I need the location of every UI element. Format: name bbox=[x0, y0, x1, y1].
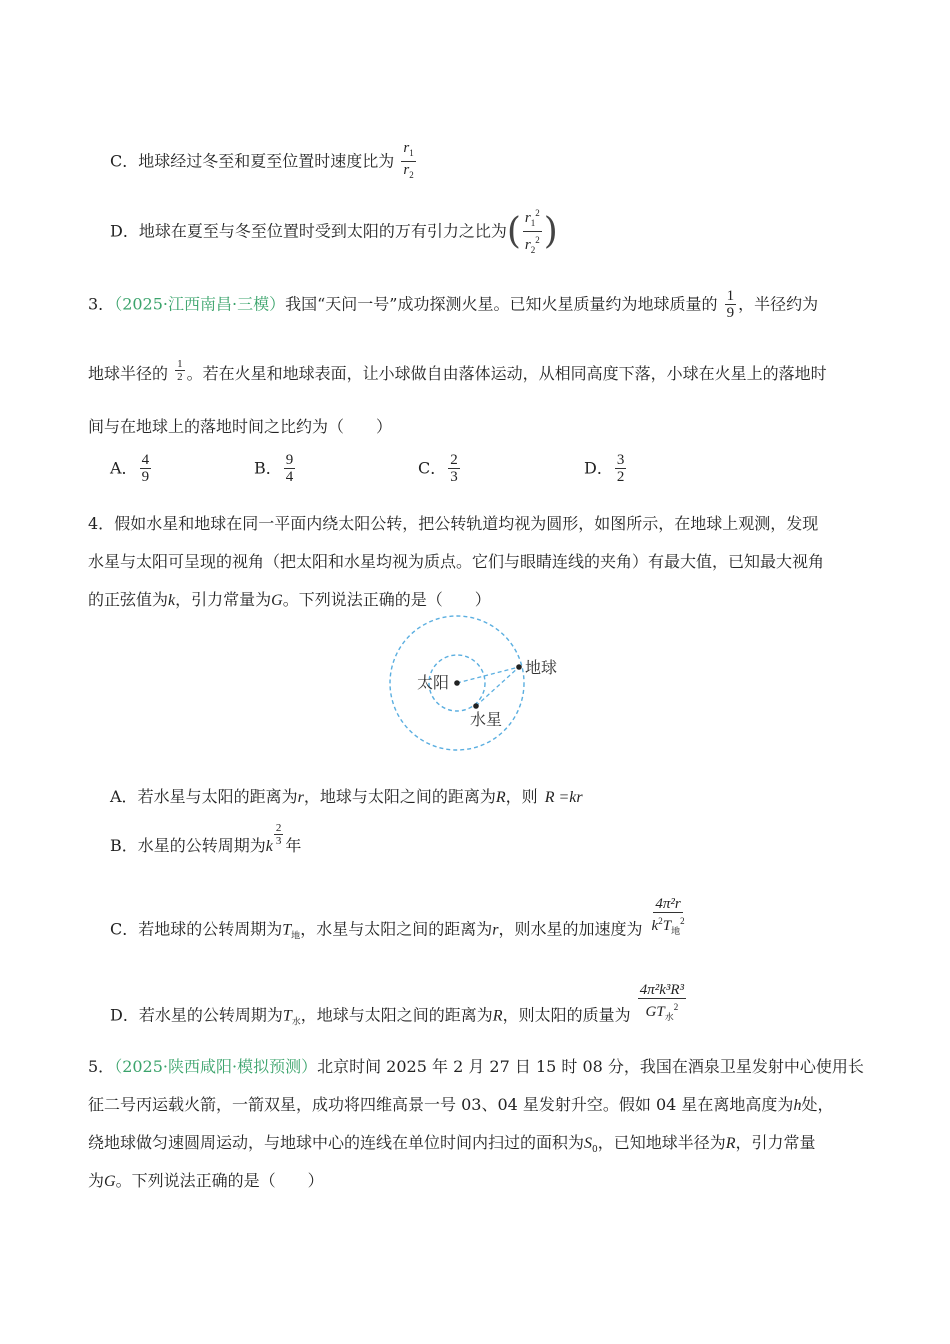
q4-line-3: 的正弦值为k，引力常量为G。下列说法正确的是（ ） bbox=[88, 590, 491, 609]
q4-option-d: D．若水星的公转周期为$T_水$，地球与太阳之间的距离为R，则太阳的质量为 $\frac{\text{4π²k³R³}}{GT_水^2}$ bbox=[110, 982, 685, 1028]
q4-option-a: A．若水星与太阳的距离为r，地球与太阳之间的距离为R，则 R =kr bbox=[110, 787, 583, 806]
mercury-label: 水星 bbox=[470, 710, 503, 729]
q4-line-1: 4．假如水星和地球在同一平面内绕太阳公转，把公转轨道均视为圆形，如图所示，在地球上观测，发现 bbox=[88, 514, 819, 533]
sun-dot bbox=[454, 680, 460, 686]
q3-option-c: C． $\frac{2}{3}$ bbox=[418, 452, 458, 485]
q2-d-fraction: $\frac{r_1^2}{r_2^2}$ bbox=[523, 205, 542, 259]
q3-option-a: A． $\frac{4}{9}$ bbox=[110, 452, 150, 485]
q2-option-c: C．地球经过冬至和夏至位置时速度比为 $\frac{r_1}{r_2}$ bbox=[110, 140, 418, 184]
q4-line-2: 水星与太阳可呈现的视角（把太阳和水星均视为质点。它们与眼睛连线的夹角）有最大值，已知最大视角 bbox=[88, 552, 825, 571]
q5-line-3: 绕地球做匀速圆周运动，与地球中心的连线在单位时间内扫过的面积为$S_0$，已知地球半径为R，引力常量 bbox=[88, 1133, 816, 1156]
q3-mass-fraction: $\frac{1}{9}$ bbox=[726, 288, 735, 321]
q2-c-fraction: $\frac{r_1}{r_2}$ bbox=[403, 140, 414, 180]
q3-line-2: 地球半径的 $\frac{1}{2}$ 。若在火星和地球表面，让小球做自由落体运动，从相同高度下落，小球在火星上的落地时 bbox=[88, 358, 827, 383]
q3-source: （2025·江西南昌·三模） bbox=[114, 294, 286, 314]
q3-line-1: 3．（2025·江西南昌·三模）我国“天问一号”成功探测火星。已知火星质量约为地球质量的 $\frac{1}{9}$ ，半径约为 bbox=[88, 288, 819, 321]
mercury-earth-line bbox=[476, 667, 519, 706]
q5-line-2: 征二号丙运载火箭，一箭双星，成功将四维高景一号 03、04 星发射升空。假如 04 星在离地高度为h处， bbox=[88, 1095, 834, 1114]
q4-option-b: B．水星的公转周期为k $\frac{2}{3}$ 年 bbox=[110, 822, 302, 855]
q4-option-c: C．若地球的公转周期为$T_地$，水星与太阳之间的距离为r，则水星的加速度为 $\frac{\text{4π²r}}{k^2T_地^2}$ bbox=[110, 896, 685, 942]
q5-line-1: 5．（2025·陕西咸阳·模拟预测）北京时间 2025 年 2 月 27 日 15 时 08 分，我国在酒泉卫星发射中心使用长 bbox=[88, 1057, 864, 1076]
q3-option-d: D． $\frac{3}{2}$ bbox=[584, 452, 625, 485]
mercury-dot bbox=[473, 703, 479, 709]
q2-option-d: D．地球在夏至与冬至位置时受到太阳的万有引力之比为( $\frac{r_1^2}{r_2^2}$ ) bbox=[110, 205, 558, 259]
q3-radius-fraction: $\frac{1}{2}$ bbox=[177, 358, 183, 383]
q3-option-b: B． $\frac{9}{4}$ bbox=[254, 452, 294, 485]
sun-label: 太阳 bbox=[417, 673, 450, 692]
q4-d-fraction: $\frac{\text{4π²k³R³}}{GT_水^2}$ bbox=[639, 982, 685, 1022]
q5-line-4: 为G。下列说法正确的是（ ） bbox=[88, 1171, 324, 1190]
q3-line-3: 间与在地球上的落地时间之比约为（ ） bbox=[88, 417, 393, 436]
earth-dot bbox=[516, 664, 522, 670]
q5-source: （2025·陕西咸阳·模拟预测） bbox=[114, 1057, 318, 1076]
q4-c-fraction: $\frac{\text{4π²r}}{k^2T_地^2}$ bbox=[651, 896, 685, 936]
earth-label: 地球 bbox=[525, 658, 558, 677]
orbit-diagram bbox=[385, 615, 565, 760]
